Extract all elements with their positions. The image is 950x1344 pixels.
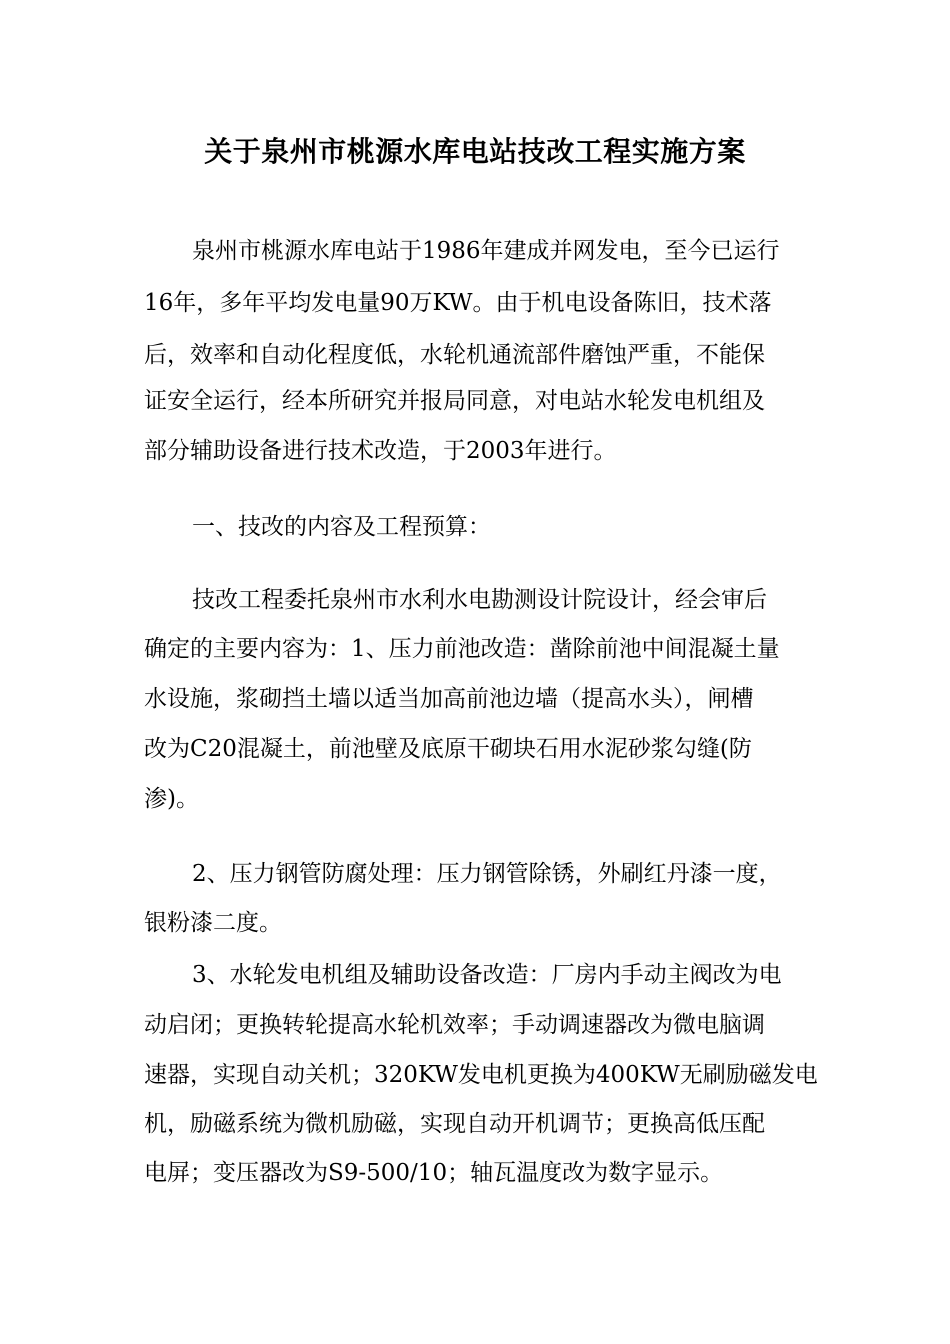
paragraph-2-line-1: 技改工程委托泉州市水利水电勘测设计院设计，经会审后 [192, 587, 767, 613]
paragraph-1-line-4: 证安全运行，经本所研究并报局同意，对电站水轮发电机组及 [144, 388, 765, 414]
paragraph-2-line-2: 确定的主要内容为：1、压力前池改造：凿除前池中间混凝土量 [144, 636, 780, 662]
paragraph-4-line-4: 机，励磁系统为微机励磁，实现自动开机调节；更换高低压配 [144, 1111, 765, 1137]
paragraph-4-line-2: 动启闭；更换转轮提高水轮机效率；手动调速器改为微电脑调 [144, 1012, 765, 1038]
paragraph-4-line-3: 速器，实现自动关机；320KW发电机更换为400KW无刷励磁发电 [144, 1062, 818, 1088]
paragraph-2-line-5: 渗)。 [144, 786, 199, 812]
paragraph-4-line-1: 3、水轮发电机组及辅助设备改造：厂房内手动主阀改为电 [192, 962, 782, 988]
paragraph-1-line-2: 16年，多年平均发电量90万KW。由于机电设备陈旧，技术落 [144, 290, 772, 316]
paragraph-2-line-4: 改为C20混凝土，前池壁及底原干砌块石用水泥砂浆勾缝(防 [144, 736, 752, 762]
paragraph-4-line-5: 电屏；变压器改为S9-500/10；轴瓦温度改为数字显示。 [144, 1160, 724, 1186]
paragraph-1-line-5: 部分辅助设备进行技术改造，于2003年进行。 [144, 438, 617, 464]
section-heading-1: 一、技改的内容及工程预算： [192, 514, 491, 540]
paragraph-3-line-2: 银粉漆二度。 [144, 910, 282, 936]
paragraph-1-line-3: 后，效率和自动化程度低，水轮机通流部件磨蚀严重，不能保 [144, 342, 765, 368]
paragraph-1-line-1: 泉州市桃源水库电站于1986年建成并网发电，至今已运行 [192, 238, 780, 264]
paragraph-2-line-3: 水设施，浆砌挡土墙以适当加高前池边墙（提高水头），闸槽 [144, 686, 754, 712]
document-title: 关于泉州市桃源水库电站技改工程实施方案 [204, 135, 746, 168]
paragraph-3-line-1: 2、压力钢管防腐处理：压力钢管除锈，外刷红丹漆一度， [192, 861, 782, 887]
